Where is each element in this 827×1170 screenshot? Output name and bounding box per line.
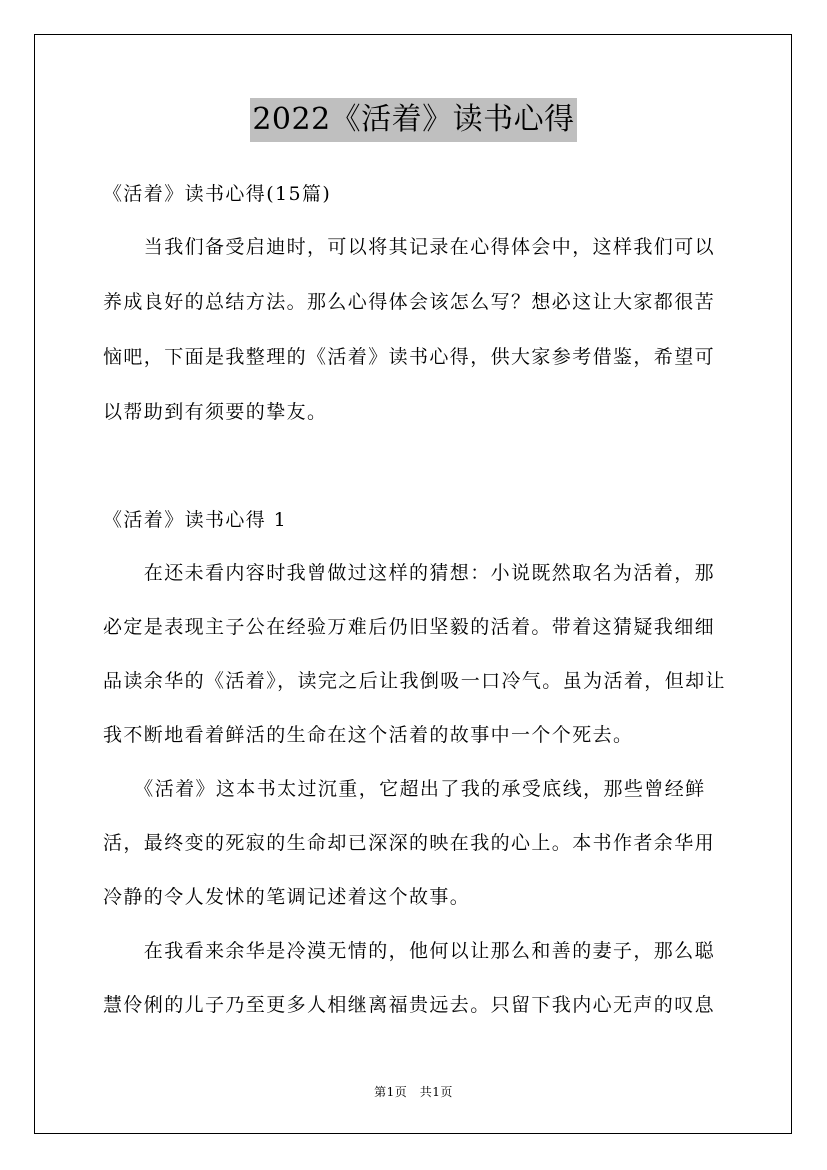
document-title: 2022《活着》读书心得 xyxy=(250,98,576,142)
body-line: 我不断地看着鲜活的生命在这个活着的故事中一个个死去。 xyxy=(103,724,634,746)
body-line: 活，最终变的死寂的生命却已深深的映在我的心上。本书作者余华用 xyxy=(103,832,716,854)
body-line: 品读余华的《活着》，读完之后让我倒吸一口冷气。虽为活着，但却让 xyxy=(103,670,726,692)
body-line: 在我看来余华是冷漠无情的，他何以让那么和善的妻子，那么聪 xyxy=(103,940,716,962)
section-heading: 《活着》读书心得 1 xyxy=(103,509,288,531)
intro-line: 当我们备受启迪时，可以将其记录在心得体会中，这样我们可以 xyxy=(103,236,716,258)
intro-line: 养成良好的总结方法。那么心得体会该怎么写？想必这让大家都很苦 xyxy=(103,291,716,313)
document-subtitle: 《活着》读书心得(15篇) xyxy=(103,183,332,205)
body-line: 慧伶俐的儿子乃至更多人相继离福贵远去。只留下我内心无声的叹息 xyxy=(103,994,716,1016)
title-container xyxy=(0,98,827,142)
body-line: 冷静的令人发怵的笔调记述着这个故事。 xyxy=(103,886,471,908)
body-line: 在还未看内容时我曾做过这样的猜想：小说既然取名为活着，那 xyxy=(103,562,716,584)
intro-line: 恼吧，下面是我整理的《活着》读书心得，供大家参考借鉴，希望可 xyxy=(103,346,716,368)
body-line: 《活着》这本书太过沉重，它超出了我的承受底线，那些曾经鲜 xyxy=(103,778,706,800)
body-line: 必定是表现主子公在经验万难后仍旧坚毅的活着。带着这猜疑我细细 xyxy=(103,616,716,638)
page-footer: 第1页 共1页 xyxy=(374,1085,453,1099)
intro-line: 以帮助到有须要的挚友。 xyxy=(103,401,328,423)
